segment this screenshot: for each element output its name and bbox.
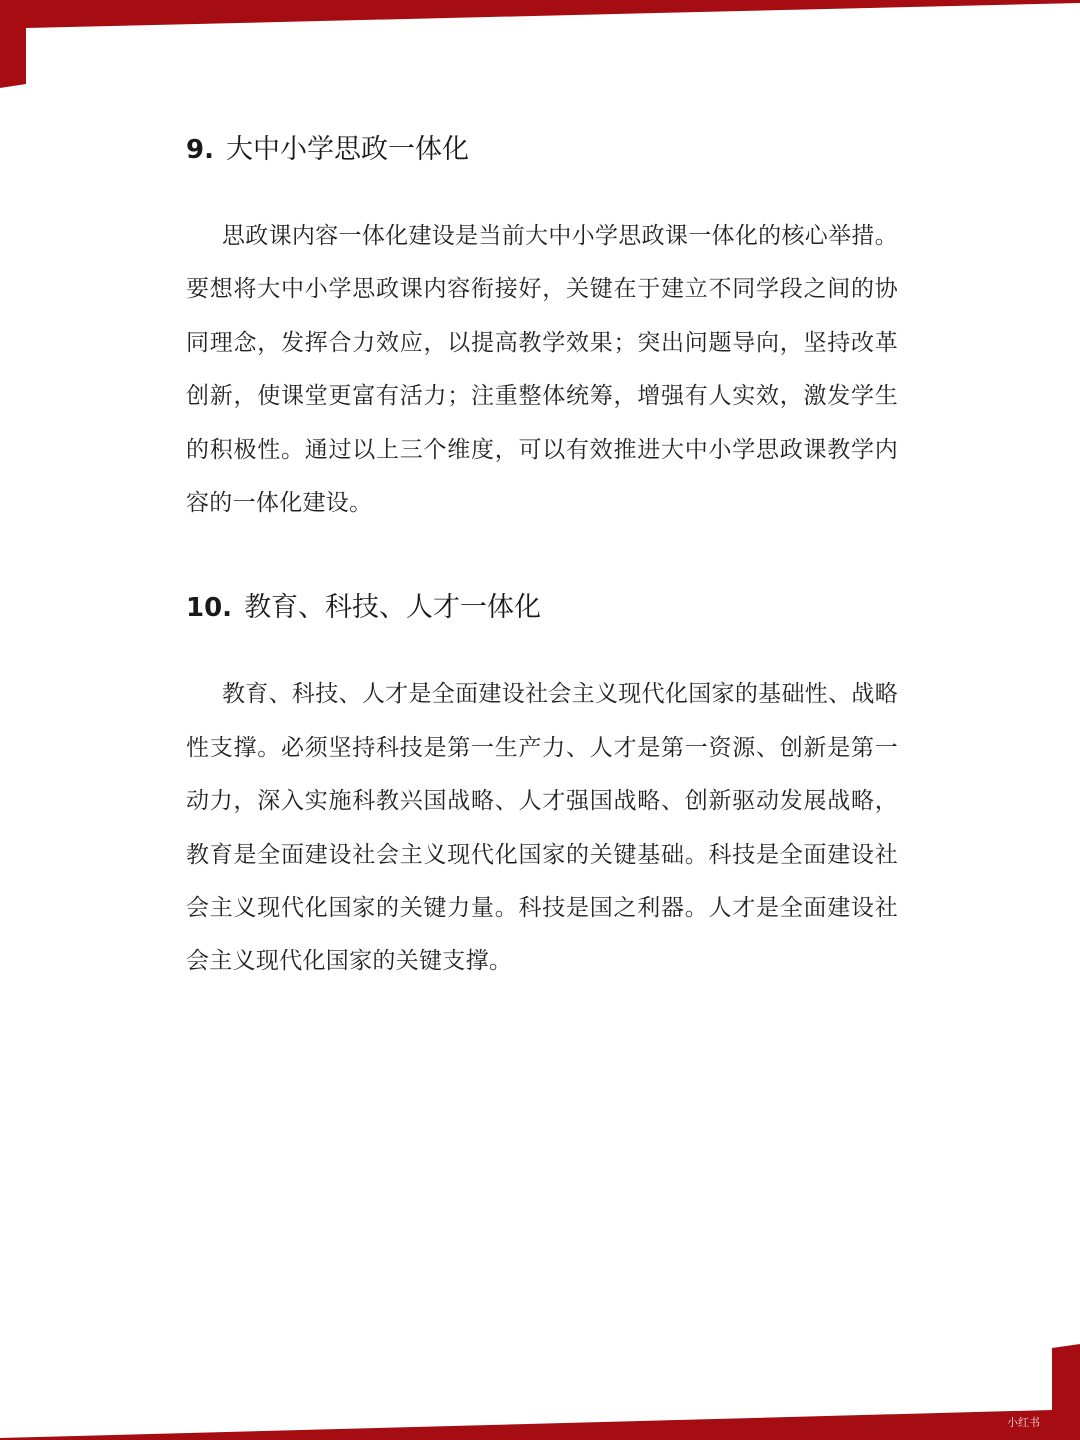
section-number: 9. bbox=[186, 135, 214, 165]
section-title: 教育、科技、人才一体化 bbox=[244, 592, 542, 624]
section-title: 大中小学思政一体化 bbox=[225, 134, 469, 165]
bottom-red-border bbox=[0, 1340, 1080, 1440]
section-9 bbox=[186, 120, 898, 530]
section-heading bbox=[186, 578, 898, 638]
section-heading bbox=[186, 120, 898, 180]
document-body bbox=[186, 120, 898, 989]
watermark-logo: 小红书 bbox=[1007, 1416, 1040, 1429]
section-paragraph: 思政课内容一体化建设是当前大中小学思政课一体化的核心举措。要想将大中小学思政课内容衔接好，关键在于建立不同学段之间的协同理念，发挥合力效应，以提高教学效果；突出问题导向，坚持改革创新，使课堂更富有活力；注重整体统筹，增强有人实效，激发学生的积极性。通过以上三个维度，可以有效推进大中小学思政课教学内容的一体化建设。 bbox=[186, 223, 898, 517]
section-10 bbox=[186, 578, 898, 988]
section-number: 10. bbox=[186, 593, 233, 624]
top-red-border bbox=[0, 0, 1080, 90]
section-paragraph: 教育、科技、人才是全面建设社会主义现代化国家的基础性、战略性支撑。必须坚持科技是第一生产力、人才是第一资源、创新是第一动力，深入实施科教兴国战略、人才强国战略、创新驱动发展战略，教育是全面建设社会主义现代化国家的关键基础。科技是全面建设社会主义现代化国家的关键力量。科技是国之利器。人才是全面建设社会主义现代化国家的关键支撑。 bbox=[186, 681, 898, 975]
